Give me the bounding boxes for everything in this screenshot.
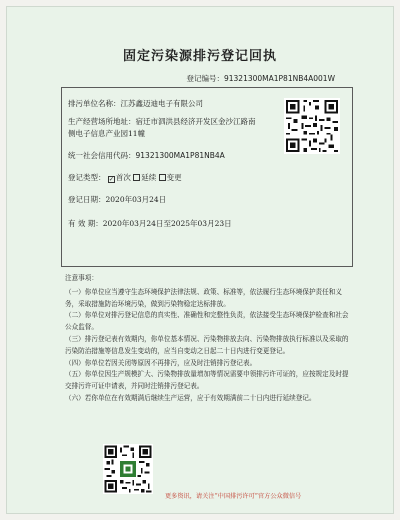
registration-date: 登记日期：2020年03月24日 — [68, 195, 167, 204]
footer-notice: 更多资讯，请关注“中国排污许可”官方公众微信号 — [165, 493, 302, 500]
note-item: （三）排污登记表有效期内，你单位基本情况、污染物排放去向、污染物排放执行标准以及采取的污染防治措施等信息发生变动的，应当自变动之日起二十日内进行变更登记。 — [65, 334, 349, 355]
registration-type-label: 登记类型： — [68, 173, 106, 182]
checkbox-empty-icon — [159, 174, 166, 181]
unit-name: 排污单位名称：江苏鑫迈迪电子有限公司 — [68, 99, 203, 108]
note-item: （六）若你单位在有效期满后继续生产运营，应于有效期满前二十日内进行延续登记。 — [65, 393, 316, 402]
option-extend: 延续 — [133, 173, 156, 182]
note-item: （四）你单位若因关闭等原因不再排污，应及时注销排污登记表。 — [65, 358, 257, 367]
document-title: 固定污染源排污登记回执 — [122, 49, 277, 64]
qr-code-icon — [284, 98, 340, 154]
notes-heading: 注意事项： — [65, 274, 98, 282]
notes-section — [65, 273, 353, 405]
wechat-qr-code-icon — [103, 444, 153, 494]
credit-code-value: 91321300MA1P81NB4A — [135, 151, 225, 160]
credit-code — [68, 150, 225, 162]
registration-number: 登记编号：91321300MA1P81NB4A001W — [186, 74, 335, 83]
registration-type — [68, 172, 182, 184]
option-first: ✓ 首次 — [108, 173, 131, 183]
address-line-2: 侧电子信息产业园11幢 — [68, 129, 146, 138]
checkbox-empty-icon — [133, 174, 140, 181]
checkbox-checked-icon: ✓ — [108, 176, 114, 183]
note-item: （一）你单位应当遵守生态环境保护法律法规、政策、标准等，依法履行生态环境保护责任和义务，采取措施防治环境污染，做到污染物稳定达标排放。 — [65, 287, 342, 308]
registration-receipt — [6, 6, 394, 514]
credit-code-label: 统一社会信用代码： — [68, 151, 136, 160]
valid-period: 有 效 期：2020年03月24日至2025年03月23日 — [68, 219, 232, 228]
option-change: 变更 — [159, 173, 182, 182]
info-box — [61, 87, 353, 267]
note-item: （五）你单位因生产规模扩大、污染物排放量增加等情况需要申领排污许可证的，应按规定及时提交排污许可证申请表，并同时注销排污登记表。 — [65, 370, 349, 391]
note-item: （二）你单位对排污登记信息的真实性、准确性和完整性负责，依法接受生态环境保护检查和社会公众监督。 — [65, 311, 349, 332]
address-line-1: 生产经营场所地址：宿迁市泗洪县经济开发区金沙江路南 — [68, 117, 256, 126]
